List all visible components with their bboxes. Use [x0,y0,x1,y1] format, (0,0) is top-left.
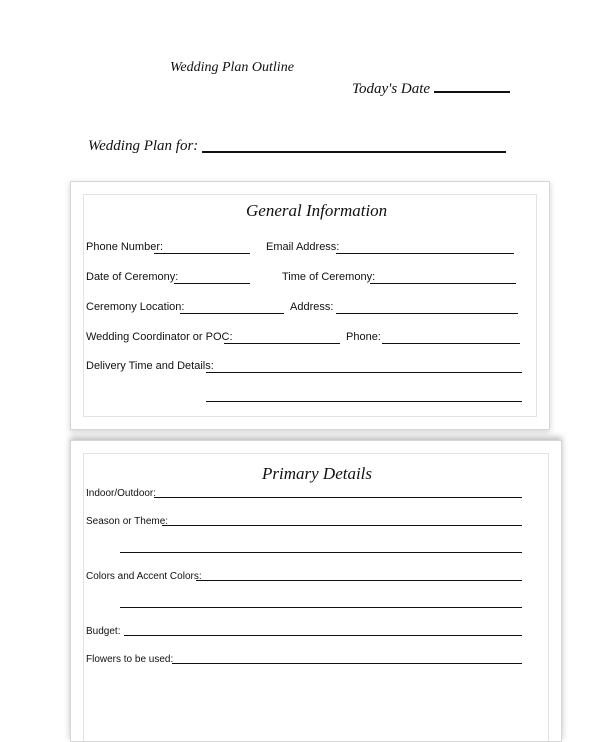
flowers-label: Flowers to be used: [86,654,174,665]
colors-label: Colors and Accent Colors: [86,571,202,582]
todays-date-label: Today's Date [352,81,431,97]
wedding-plan-for-field[interactable] [202,151,506,153]
delivery-details-field-line-2[interactable] [206,401,522,402]
date-of-ceremony-label: Date of Ceremony: [86,271,179,283]
phone-number-label: Phone Number: [86,241,164,253]
time-of-ceremony-label: Time of Ceremony: [282,271,376,283]
wedding-coordinator-label: Wedding Coordinator or POC: [86,331,233,343]
date-of-ceremony-field[interactable] [174,283,250,284]
flowers-field[interactable] [172,663,522,664]
address-field[interactable] [336,313,518,314]
indoor-outdoor-field[interactable] [154,497,522,498]
wedding-coordinator-field[interactable] [224,343,340,344]
colors-field-line-2[interactable] [120,607,522,608]
todays-date-row [352,81,510,98]
delivery-time-field[interactable] [206,372,522,373]
email-address-label: Email Address: [266,241,340,253]
ceremony-location-label: Ceremony Location: [86,301,185,313]
time-of-ceremony-field[interactable] [370,283,516,284]
todays-date-field[interactable] [434,81,510,93]
general-information-title: General Information [246,201,388,220]
address-label: Address: [290,301,334,313]
colors-field[interactable] [196,580,522,581]
phone-number-field[interactable] [154,253,250,254]
ceremony-location-field[interactable] [180,313,284,314]
indoor-outdoor-label: Indoor/Outdoor: [86,488,157,499]
wedding-plan-for-label: Wedding Plan for: [88,138,199,154]
document-title: Wedding Plan Outline [170,60,294,75]
budget-label: Budget: [86,626,121,637]
email-address-field[interactable] [336,253,514,254]
season-theme-field-line-2[interactable] [120,552,522,553]
primary-details-card [70,440,562,742]
primary-details-title: Primary Details [262,464,373,483]
phone-field[interactable] [382,343,520,344]
phone-label: Phone: [346,331,381,343]
budget-field[interactable] [124,635,522,636]
delivery-time-label: Delivery Time and Details: [86,360,214,372]
season-theme-label: Season or Theme: [86,516,169,527]
season-theme-field[interactable] [162,525,522,526]
